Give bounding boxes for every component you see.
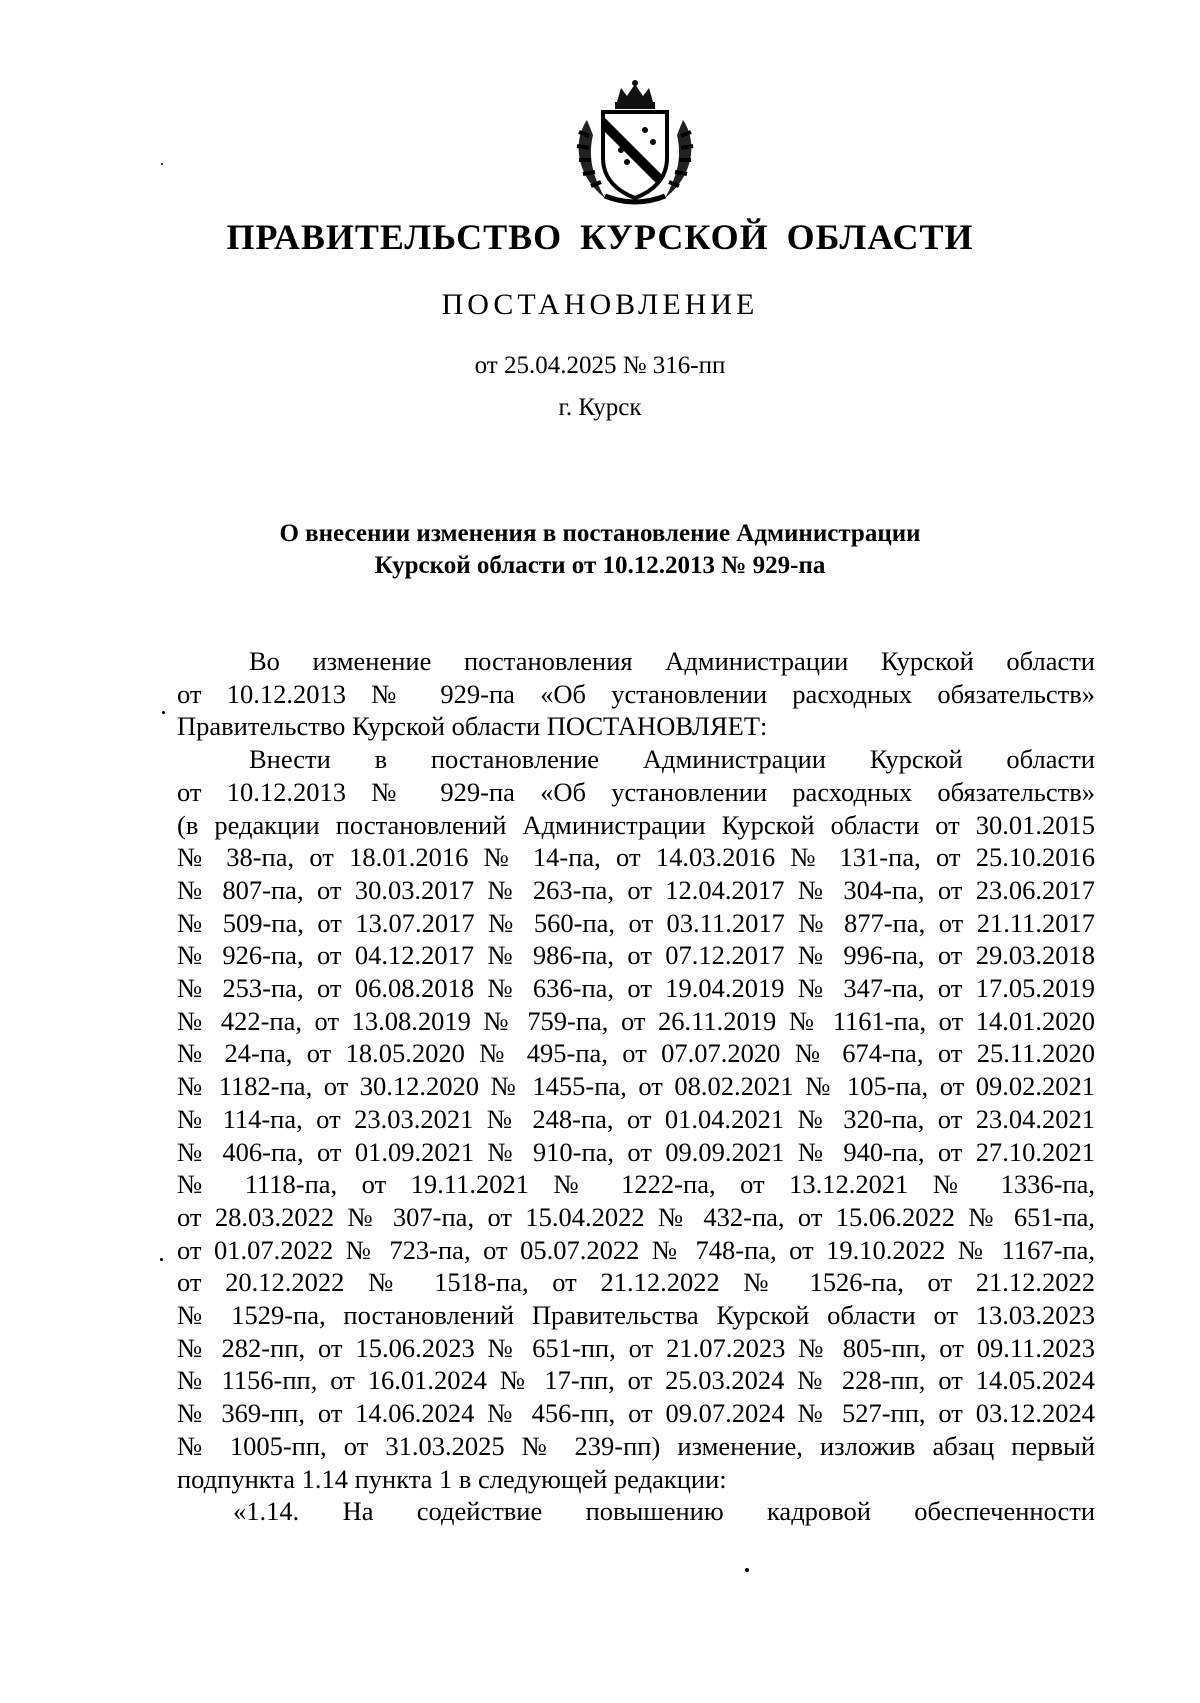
body-line: от 10.12.2013 № 929-па «Об установлении расходных обязательств» — [177, 776, 1095, 807]
scan-dot — [745, 1568, 749, 1572]
organization-title: ПРАВИТЕЛЬСТВО КУРСКОЙ ОБЛАСТИ — [226, 217, 974, 257]
body-line: № 24-па, от 18.05.2020 № 495-па, от 07.07.2020 № 674-па, от 25.11.2020 — [177, 1038, 1095, 1069]
body-line: № 38-па, от 18.01.2016 № 14-па, от 14.03.2016 № 131-па, от 25.10.2016 — [177, 842, 1095, 873]
subject-line: Курской области от 10.12.2013 № 929-па — [374, 552, 826, 579]
body-line: Правительство Курской области ПОСТАНОВЛЯЕТ: — [177, 711, 768, 742]
body-line: № 1529-па, постановлений Правительства Курской области от 13.03.2023 — [177, 1300, 1095, 1331]
body-line: № 807-па, от 30.03.2017 № 263-па, от 12.04.2017 № 304-па, от 23.06.2017 — [177, 874, 1095, 905]
body-line: № 926-па, от 04.12.2017 № 986-па, от 07.12.2017 № 996-па, от 29.03.2018 — [177, 940, 1095, 971]
document-subject — [0, 518, 1200, 582]
body-line: № 509-па, от 13.07.2017 № 560-па, от 03.11.2017 № 877-па, от 21.11.2017 — [177, 907, 1095, 938]
body-line: № 1118-па, от 19.11.2021 № 1222-па, от 13.12.2021 № 1336-па, — [177, 1169, 1095, 1200]
document-body — [177, 645, 1095, 1528]
body-line: Внести в постановление Администрации Курской области — [249, 744, 1095, 775]
body-line: № 114-па, от 23.03.2021 № 248-па, от 01.04.2021 № 320-па, от 23.04.2021 — [177, 1103, 1095, 1134]
body-line: № 406-па, от 01.09.2021 № 910-па, от 09.09.2021 № 940-па, от 27.10.2021 — [177, 1136, 1095, 1167]
scan-dot — [161, 163, 163, 165]
body-line: подпункта 1.14 пункта 1 в следующей редакции: — [177, 1463, 727, 1494]
body-line: от 20.12.2022 № 1518-па, от 21.12.2022 № 1526-па, от 21.12.2022 — [177, 1267, 1095, 1298]
coat-of-arms-icon — [565, 80, 705, 210]
document-type: ПОСТАНОВЛЕНИЕ — [441, 288, 759, 321]
body-line: № 1182-па, от 30.12.2020 № 1455-па, от 08.02.2021 № 105-па, от 09.02.2021 — [177, 1071, 1095, 1102]
document-city: г. Курск — [558, 394, 642, 421]
body-line: № 1005-пп, от 31.03.2025 № 239-пп) изменение, изложив абзац первый — [177, 1430, 1095, 1461]
body-line: Во изменение постановления Администрации Курской области — [249, 646, 1095, 676]
body-line: «1.14. На содействие повышению кадровой обеспеченности — [233, 1496, 1095, 1527]
document-date-number: от 25.04.2025 № 316-пп — [474, 352, 726, 379]
subject-line: О внесении изменения в постановление Администрации — [279, 520, 921, 547]
body-line: № 369-пп, от 14.06.2024 № 456-пп, от 09.07.2024 № 527-пп, от 03.12.2024 — [177, 1398, 1095, 1429]
body-line: № 253-па, от 06.08.2018 № 636-па, от 19.04.2019 № 347-па, от 17.05.2019 — [177, 973, 1095, 1004]
body-line: от 10.12.2013 № 929-па «Об установлении расходных обязательств» — [177, 678, 1095, 709]
body-line: № 1156-пп, от 16.01.2024 № 17-пп, от 25.03.2024 № 228-пп, от 14.05.2024 — [177, 1365, 1095, 1396]
body-line: № 422-па, от 13.08.2019 № 759-па, от 26.11.2019 № 1161-па, от 14.01.2020 — [177, 1005, 1095, 1036]
scan-dot — [160, 1258, 163, 1261]
body-line: от 28.03.2022 № 307-па, от 15.04.2022 № 432-па, от 15.06.2022 № 651-па, — [177, 1201, 1095, 1232]
body-line: (в редакции постановлений Администрации Курской области от 30.01.2015 — [177, 809, 1095, 840]
body-line: № 282-пп, от 15.06.2023 № 651-пп, от 21.07.2023 № 805-пп, от 09.11.2023 — [177, 1332, 1095, 1363]
scan-dot — [162, 711, 165, 714]
body-line: от 01.07.2022 № 723-па, от 05.07.2022 № 748-па, от 19.10.2022 № 1167-па, — [177, 1234, 1095, 1265]
